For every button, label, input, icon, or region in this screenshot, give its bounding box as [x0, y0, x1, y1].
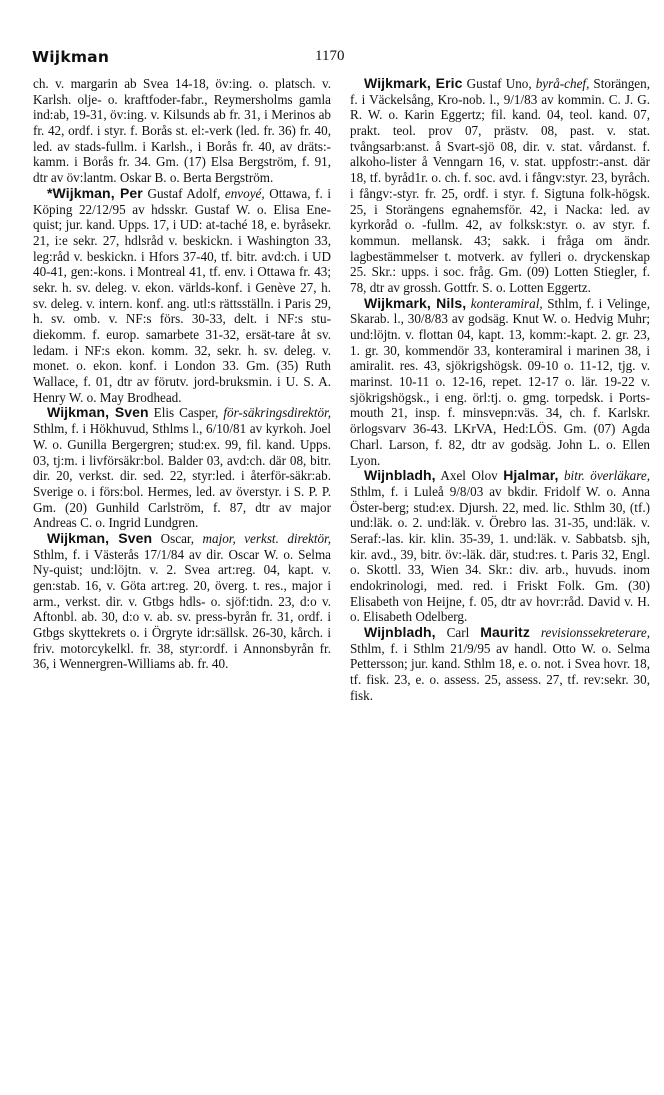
entry-body: Sthlm, f. i Luleå 9/8/03 av bkdir. Fridolf W. o. Anna Öster-berg; stud:ex. Djursh. 22, med. lic. Sthlm 30, (tf.) und:läk. o. 2. und:läk. v. Örebro las. 31-35, und:läk. v. Seraf:-las. kir. klin. 35-39, 1. und:läk. v. Sabbatsb. sjh, kir. avd., 39, bitr. öv:-läk. där, stud:res. t. Paris 32, Engl. o. Skottl. 33, Wien 34. Skr.: div. arb., huvuds. inom endokrinologi, med. red. i Friskt Folk. Gm. (30) Elisabeth von Heijne, f. 05, dtr av hovr:råd. David v. H. o. Elisabeth Odelberg. — [350, 483, 650, 625]
entry-title: major, verkst. direktör, — [202, 530, 332, 546]
right-column — [350, 76, 650, 704]
entry-name: Wijkman, Sven — [47, 404, 149, 421]
entry-given-names: Oscar, — [152, 530, 203, 546]
entry-wijnbladh-mauritz — [350, 625, 650, 703]
entry-wijkmark-eric — [350, 76, 650, 296]
entry-title: byrå-chef, — [535, 76, 590, 91]
entry-name: Wijkmark, Eric — [364, 75, 463, 91]
entry-title: envoyé, — [224, 185, 265, 201]
entry-name: Wijnbladh, — [364, 624, 436, 641]
entry-body: Storängen, f. i Väckelsång, Kro-nob. l., 9/1/83 av kommin. C. J. G. R. W. o. Karin Eggertz; fil. kand. 04, teol. kand. 07, prakt. teol. prov 07, prästv. 08, past. v. stat. tvångsarb:anst. å Svart-sjö 08, dir. v. stat. vårdanst. f. alkoho-lister å Venngarn 16, v. stat. uppfostr:-anst. där 18, tf. byråd1r. o. ch. f. soc. avd. i fångv:styr. 23, byråch. i fångv:-styr. fr. 25, ordf. i styr. f. Sigtuna folk-högsk. 25, i Storängens egnahemsför. 42, i Nacka: led. av kyrkoråd o. -fullm. 42, av folksk:styr. o. av styr. f. kommun. mellansk. 43; sakk. i fråga om ändr. lagbestämmelser t. motverk. av fylleri o. dryckenskap 25. Skr.: upps. i soc. fråg. Gm. (09) Lotten Stiegler, f. 78, dtr av grossh. Gottfr. S. o. Lotten Eggertz. — [350, 76, 650, 295]
entry-given-names: Gustaf Uno, — [462, 76, 536, 91]
entry-name: Wijnbladh, — [364, 467, 436, 484]
entry-body: ch. v. margarin ab Svea 14-18, öv:ing. o. platsch. v. Karlsh. olje- o. kraftfoder-fabr., Reymersholms gamla ind:ab, 19-31, öv:ing. v. Kilsunds ab fr. 31, i Merinos ab fr. 42, ordf. i styr. f. Borås st. el:-verk (led. fr. 36) fr. 40, led. av stads-fullm. i Karlsh., i Borås fr. 40, av dräts:-kamm. i Borås fr. 34. Gm. (17) Elsa Bergström, f. 91, dtr av öv:lantm. Oskar B. o. Berta Bergström. — [33, 76, 331, 186]
entry-name: Wijkmark, Nils, — [364, 294, 467, 311]
running-head: Wijkman — [32, 48, 110, 66]
entry-name-emphasis: Hjalmar, — [503, 467, 559, 484]
entry-given-names: Axel Olov — [435, 468, 504, 484]
entry-name: Wijkman, Sven — [47, 529, 153, 546]
entry-given-names: Carl — [435, 625, 481, 641]
entry-wijkman-per — [33, 186, 331, 406]
entry-title: konteramiral, — [470, 295, 543, 311]
entry-body: Sthlm, f. i Västerås 17/1/84 av dir. Oscar W. o. Selma Ny-quist; und:löjtn. v. 2. Svea art:reg. 04, kapt. v. gen:stab. 16, v. Göta art:reg. 20, överg. t. res., major i arm., verkst. dir. v. Gtbgs hdls- o. sjöf:tidn. 23, d:o v. Aftonbl. ab. 30, d:o v. ab. sv. press-byrån fr. 31, ordf. i Gtbgs skyttekrets o. i Örgryte idr:sällsk. 26-30, kårch. i friv. motorcykelkl. fr. 38, styr:ordf. i Annonsbyrån fr. 36, i Wennergren-Williams ab. fr. 40. — [33, 546, 331, 672]
entry-body: Sthlm, f. i Hökhuvud, Sthlms l., 6/10/81 av kyrkoh. Joel W. o. Gunilla Bergergren; stud:ex. 99, fil. kand. Upps. 03, tj:m. i livförsäkr:bol. Balder 03, avd:ch. där 08, bitr. dir. 20, verkst. dir. sed. 22, styr:led. i återför-säkr:ab. Sverige o. i förs:bol. Hermes, led. av överstyr. i S. P. P. Gm. (20) Gunhild Carlström, f. 87, dtr av major Andreas C. o. Ingrid Lundgren. — [33, 421, 331, 531]
entry-body: Sthlm, f. i Velinge, Skarab. l., 30/8/83 av godsäg. Knut W. o. Hedvig Muhr; und:löjtn. v. flottan 04, kapt. 13, komm:-kapt. 2. gr. 23, 1. gr. 30, kommendör 33, konteramiral i marinen 38, i amiralit. res. 43, sjökrigshögsk. 09-10 o. 11-12, tjg. v. marinst. 10-11 o. 12-16, repet. 12-17 o. lär. 19-22 v. sjökrigshögsk., i eng. örl:tj. o. gmg. torpedsk. i Ports-mouth 21, insp. f. minsvepn:väs. 34, ch. f. Karlskr. örlogsvarv 36-43. LKrVA, Hed:LÖS. Gm. (07) Agda Charl. Larson, f. 82, dtr av godsäg. John L. o. Ellen Lyon. — [350, 295, 650, 468]
entry-given-names: Elis Casper, — [148, 405, 224, 421]
entry-name: *Wijkman, Per — [47, 184, 143, 201]
entry-body: Sthlm, f. i Sthlm 21/9/95 av handl. Otto W. o. Selma Pettersson; jur. kand. Sthlm 18, e. o. not. i Svea hovr. 18, tf. fisk. 23, e. o. assess. 25, assess. 27, tf. rev:sekr. 30, fisk. — [350, 640, 650, 703]
entry-title: för-säkringsdirektör, — [223, 405, 332, 421]
left-column — [33, 76, 331, 672]
entry-name-emphasis: Mauritz — [480, 624, 530, 641]
entry-wijkman-sven-oscar — [33, 531, 331, 672]
entry-wijkmark-nils — [350, 296, 650, 469]
page-number: 1170 — [315, 48, 345, 64]
entry-wijkman-sven-elis — [33, 405, 331, 531]
entry-wijnbladh-hjalmar — [350, 468, 650, 625]
page-header — [30, 48, 650, 72]
entry-continuation — [33, 76, 331, 186]
entry-given-names: Gustaf Adolf, — [142, 185, 225, 201]
entry-title: bitr. överläkare, — [563, 468, 650, 484]
entry-body: Ottawa, f. i Köping 22/12/95 av hdsskr. Gustaf W. o. Elisa Ene-quist; jur. kand. Upps. 17, i UD: at-taché 18, e. byråsekr. 21, i:e sekr. 27, hdlsråd v. beskickn. i Washington 33, leg:råd v. beskickn. i Hfors 37-40, tf. bitr. avd:ch. i UD 40-41, gen:-kons. i Montreal 41, tf. env. i Ottawa fr. 43; sekr. h. sv. deleg. v. ekon. världs-konf. i Genève 27, h. sv. deleg. v. intern. konf. ang. utl:s rättsställn. i Paris 29, h. sv. omb. v. NF:s förs. 30-33, delt. i NF:s stu-diekomm. f. europ. samarbete 31-32, ersät-tare åt sv. ledam. i NF:s ekon. komm. 32, sekr. h. sv. deleg. v. monet. o. ekon. konf. i London 33. Gm. (35) Ruth Wallace, f. 01, dtr av förutv. jord-bruksmin. i U. S. A. Henry W. o. May Brodhead. — [33, 185, 332, 405]
entry-title: revisionssekreterare, — [540, 625, 650, 641]
